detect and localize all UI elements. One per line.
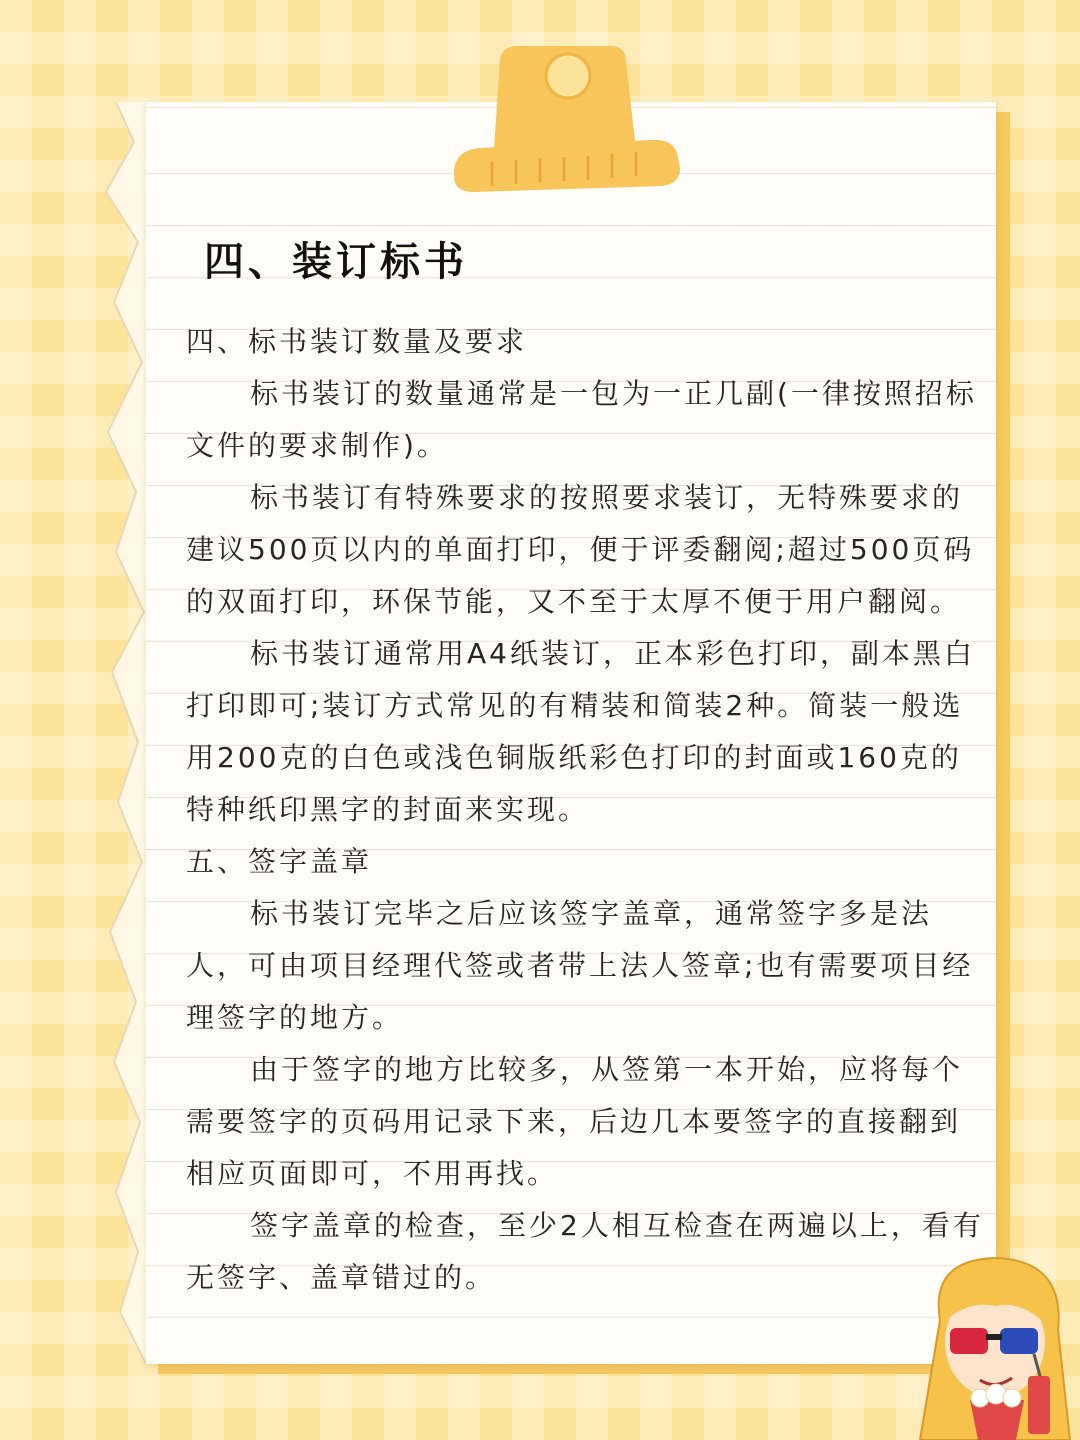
paper-clip-icon bbox=[440, 40, 690, 200]
paragraph: 标书装订有特殊要求的按照要求装订，无特殊要求的建议500页以内的单面打印，便于评委翻阅;超过500页码的双面打印，环保节能，又不至于太厚不便于用户翻阅。 bbox=[186, 481, 975, 618]
section-heading: 四、标书装订数量及要求 bbox=[186, 325, 528, 358]
section-heading: 五、签字盖章 bbox=[186, 845, 373, 878]
page-title: 四、装订标书 bbox=[204, 238, 468, 285]
paragraph: 标书装订的数量通常是一包为一正几副(一律按照招标文件的要求制作)。 bbox=[186, 377, 977, 462]
paragraph: 标书装订通常用A4纸装订，正本彩色打印，副本黑白打印即可;装订方式常见的有精装和简装2种。简装一般选用200克的白色或浅色铜版纸彩色打印的封面或160克的特种纸印黑字的封面来实现。 bbox=[186, 637, 975, 826]
cartoon-girl-popcorn-icon bbox=[900, 1250, 1080, 1440]
paragraph: 标书装订完毕之后应该签字盖章，通常签字多是法人，可由项目经理代签或者带上法人签章;也有需要项目经理签字的地方。 bbox=[186, 897, 974, 1034]
document-body bbox=[186, 232, 986, 1304]
paragraph: 由于签字的地方比较多，从签第一本开始，应将每个需要签字的页码用记录下来，后边几本要签字的直接翻到相应页面即可，不用再找。 bbox=[186, 1053, 964, 1190]
paragraph: 签字盖章的检查，至少2人相互检查在两遍以上，看有无签字、盖章错过的。 bbox=[186, 1209, 984, 1294]
